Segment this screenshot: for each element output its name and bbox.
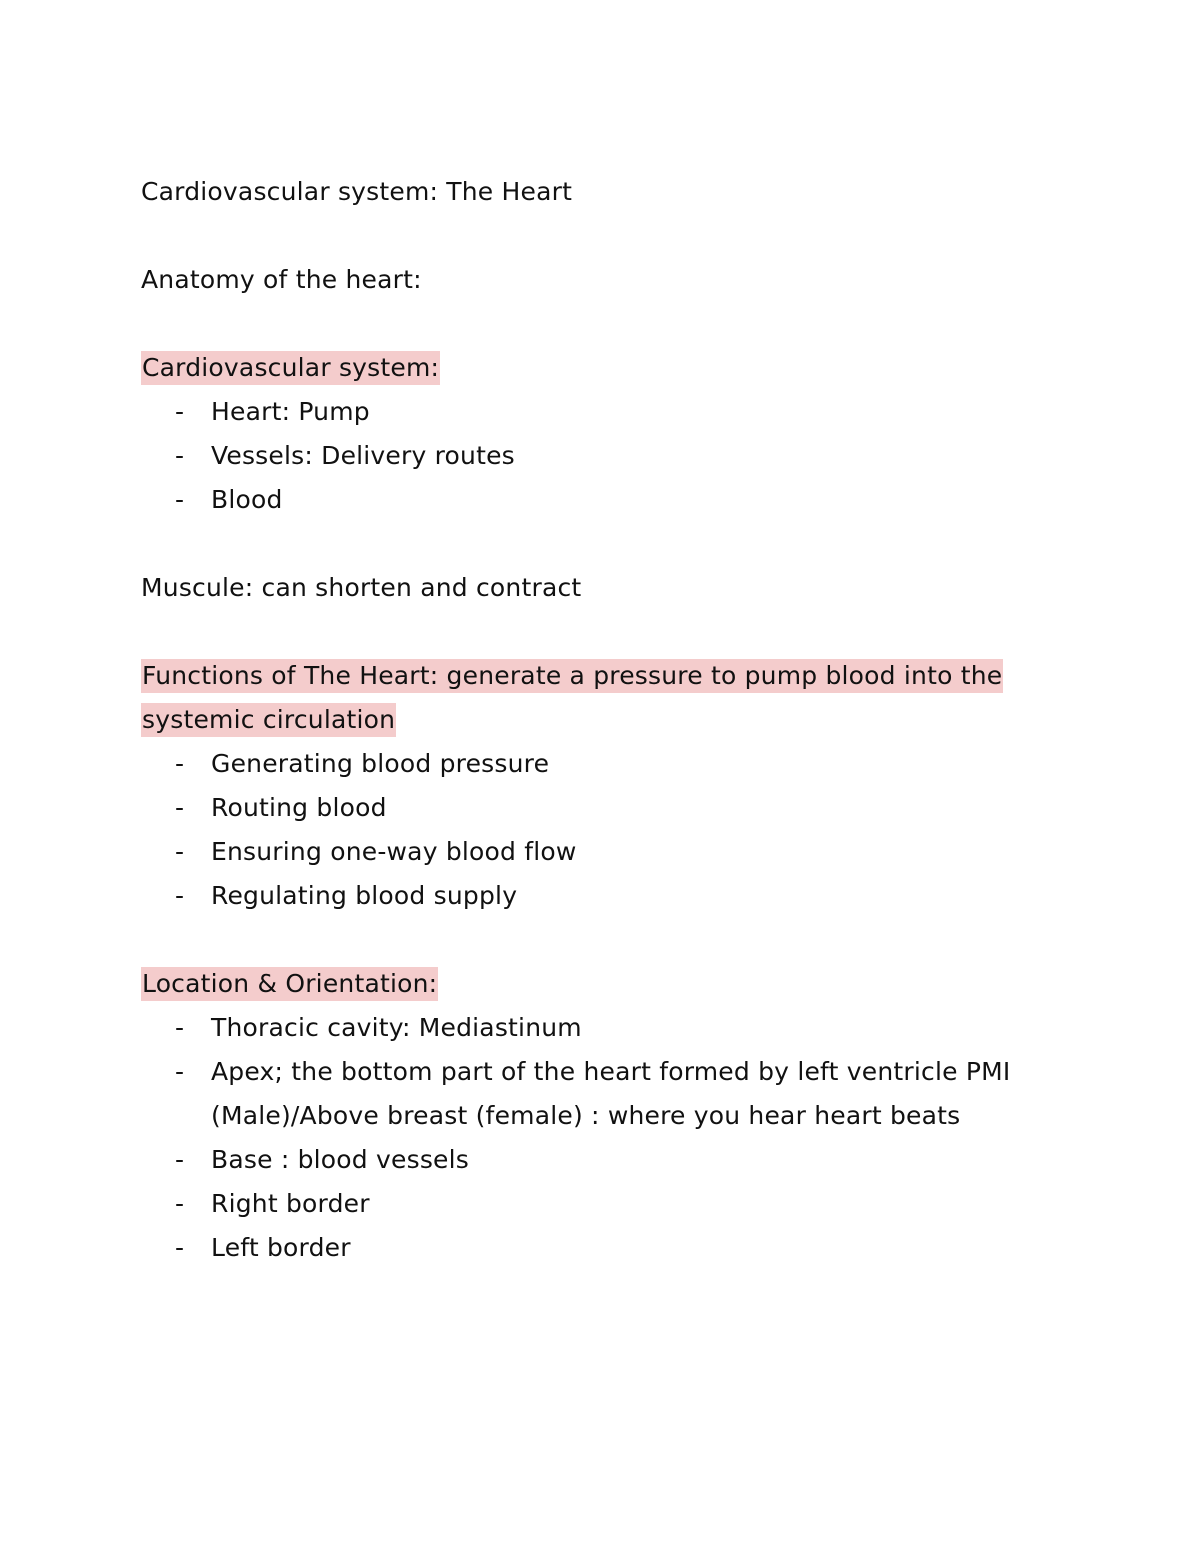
list-item-text-continued: (Male)/Above breast (female) : where you hear heart beats (211, 1101, 961, 1130)
location-list (141, 1006, 1061, 1270)
dash-marker: - (175, 397, 185, 426)
highlighted-heading: Cardiovascular system: (141, 351, 440, 385)
list-item-text: Heart: Pump (211, 397, 370, 426)
list-item-text: Regulating blood supply (211, 881, 518, 910)
dash-marker: - (175, 1057, 185, 1086)
list-item (141, 1226, 1061, 1270)
dash-marker: - (175, 1145, 185, 1174)
highlighted-heading: Functions of The Heart: generate a pressure to pump blood into the (141, 659, 1003, 693)
dash-marker: - (175, 1233, 185, 1262)
list-item-text: Apex; the bottom part of the heart formed by left ventricle PMI (211, 1057, 1011, 1086)
list-item-text: Left border (211, 1233, 351, 1262)
anatomy-heading: Anatomy of the heart: (141, 265, 422, 294)
section-cardiovascular (141, 346, 1061, 390)
blank-line (141, 522, 1061, 566)
muscle-line: Muscule: can shorten and contract (141, 573, 582, 602)
list-item (141, 478, 1061, 522)
blank-line (141, 918, 1061, 962)
dash-marker: - (175, 881, 185, 910)
list-item-text: Right border (211, 1189, 370, 1218)
list-item-text: Thoracic cavity: Mediastinum (211, 1013, 582, 1042)
highlighted-heading: systemic circulation (141, 703, 396, 737)
section-functions-continued (141, 698, 1061, 742)
list-item (141, 1006, 1061, 1050)
dash-marker: - (175, 749, 185, 778)
section-functions (141, 654, 1061, 698)
blank-line (141, 302, 1061, 346)
functions-list (141, 742, 1061, 918)
document-body (141, 170, 1061, 1270)
dash-marker: - (175, 793, 185, 822)
list-item-text: Base : blood vessels (211, 1145, 469, 1174)
cardiovascular-list (141, 390, 1061, 522)
section-location (141, 962, 1061, 1006)
list-item-text: Routing blood (211, 793, 387, 822)
list-item (141, 1182, 1061, 1226)
blank-line (141, 610, 1061, 654)
dash-marker: - (175, 485, 185, 514)
list-item-text: Ensuring one-way blood flow (211, 837, 577, 866)
dash-marker: - (175, 441, 185, 470)
list-item (141, 1138, 1061, 1182)
list-item (141, 874, 1061, 918)
list-item (141, 434, 1061, 478)
dash-marker: - (175, 837, 185, 866)
highlighted-heading: Location & Orientation: (141, 967, 438, 1001)
dash-marker: - (175, 1189, 185, 1218)
list-item (141, 830, 1061, 874)
list-item-text: Blood (211, 485, 283, 514)
list-item-text: Vessels: Delivery routes (211, 441, 515, 470)
list-item (141, 742, 1061, 786)
document-title: Cardiovascular system: The Heart (141, 177, 573, 206)
list-item (141, 1050, 1061, 1138)
blank-line (141, 214, 1061, 258)
list-item (141, 390, 1061, 434)
list-item-text: Generating blood pressure (211, 749, 550, 778)
dash-marker: - (175, 1013, 185, 1042)
list-item (141, 786, 1061, 830)
